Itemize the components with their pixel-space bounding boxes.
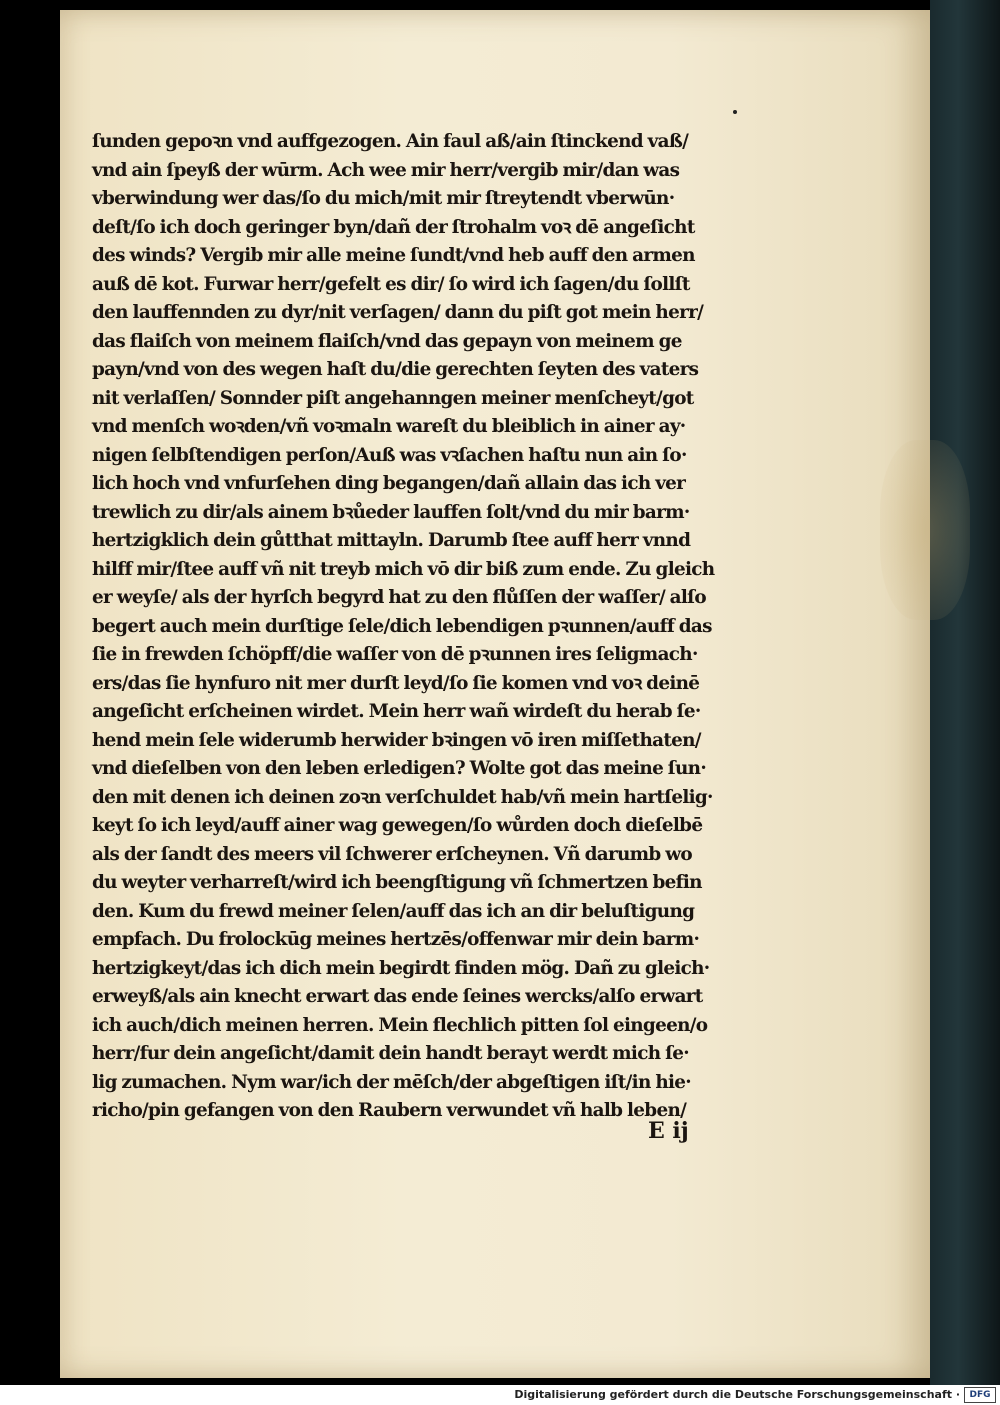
text-line: hertzigklich dein gůtthat mittayln. Darumb ſtee auff herr vnnd: [92, 530, 691, 551]
text-line: herr/fur dein angeſicht/damit dein handt berayt werdt mich ſe·: [92, 1043, 689, 1064]
footer-credit: Digitalisierung gefördert durch die Deutsche Forschungsgemeinschaft ·: [514, 1388, 960, 1401]
text-line: er weyſe/ als der hyrſch begyrd hat zu den flůſſen der waſſer/ alſo: [92, 587, 706, 608]
text-line: den. Kum du frewd meiner ſelen/auff das ich an dir beluſtigung: [92, 900, 695, 922]
text-line: als der ſandt des meers vil ſchwerer erſcheynen. Vñ darumb wo: [92, 843, 692, 865]
text-line: hilff mir/ſtee auff vñ nit treyb mich vō dir biß zum ende. Zu gleich: [92, 558, 715, 580]
text-line: ſie in frewden ſchöpff/die waſſer von dē pꝛunnen ires ſeligmach·: [92, 644, 698, 665]
text-line: vnd menſch woꝛden/vñ voꝛmaln wareſt du bleiblich in ainer ay·: [92, 416, 686, 437]
text-line: vnd ain ſpeyß der wūrm. Ach wee mir herr/vergib mir/dan was: [92, 159, 680, 181]
text-line: ich auch/dich meinen herren. Mein flechlich pitten ſol eingeen/o: [92, 1014, 708, 1036]
text-line: begert auch mein durſtige ſele/dich lebendigen pꝛunnen/auff das: [92, 615, 712, 637]
text-line: keyt ſo ich leyd/auff ainer wag gewegen/ſo wůrden doch dieſelbē: [92, 815, 703, 836]
text-line: trewlich zu dir/als ainem bꝛůeder lauffen ſolt/vnd du mir barm·: [92, 501, 690, 523]
text-line: ſunden gepoꝛn vnd auffgezogen. Ain faul aß/ain ſtinckend vaß/: [92, 131, 689, 152]
text-line: deſt/ſo ich doch geringer byn/dañ der ſtrohalm voꝛ dē angeſicht: [92, 216, 695, 238]
text-line: erweyß/als ain knecht erwart das ende ſeines wercks/alſo erwart: [92, 986, 703, 1007]
text-line: den lauffennden zu dyr/nit verſagen/ dann du piſt got mein herr/: [92, 302, 704, 323]
text-line: payn/vnd von des wegen haſt du/die gerechten ſeyten des vaters: [92, 359, 699, 380]
text-line: den mit denen ich deinen zoꝛn verſchuldet hab/vñ mein hartſelig·: [92, 786, 713, 808]
text-line: hend mein ſele widerumb herwider bꝛingen vō iren miſſethaten/: [92, 729, 701, 751]
text-line: auß dē kot. Furwar herr/gefelt es dir/ ſo wird ich ſagen/du ſollſt: [92, 273, 690, 295]
ink-speck: [733, 110, 737, 114]
text-line: richo/pin gefangen von den Raubern verwundet vñ halb leben/: [92, 1100, 687, 1121]
text-line: angeſicht erſcheinen wirdet. Mein herr wañ wirdeſt du herab ſe·: [92, 701, 701, 722]
text-line: nit verlaſſen/ Sonnder piſt angehanngen meiner menſcheyt/got: [92, 387, 694, 409]
text-line: vberwindung wer das/ſo du mich/mit mir ſtreytendt vberwūn·: [92, 188, 675, 209]
dfg-logo: DFG: [964, 1387, 996, 1403]
text-line: des winds? Vergib mir alle meine ſundt/vnd heb auff den armen: [92, 245, 695, 266]
text-line: du weyter verharreſt/wird ich beengſtigung vñ ſchmertzen befin: [92, 872, 702, 893]
text-line: nigen ſelbſtendigen perſon/Auß was vꝛſachen haſtu nun ain ſo·: [92, 444, 687, 466]
text-line: lig zumachen. Nym war/ich der mēſch/der abgeſtigen iſt/in hie·: [92, 1071, 691, 1093]
text-line: empfach. Du frolockūg meines hertzēs/offenwar mir dein barm·: [92, 929, 700, 950]
text-line: das flaiſch von meinem flaiſch/vnd das gepayn von meinem ge: [92, 330, 682, 352]
page-text-block: [92, 128, 762, 1126]
signature-mark: E ij: [648, 1118, 689, 1144]
text-line: lich hoch vnd vnfurſehen ding begangen/dañ allain das ich ver: [92, 473, 686, 494]
paper-stain: [880, 440, 970, 620]
text-line: vnd dieſelben von den leben erledigen? Wolte got das meine ſun·: [92, 758, 707, 779]
book-binding-edge: [930, 0, 1000, 1385]
text-line: hertzigkeyt/das ich dich mein begirdt finden mög. Dañ zu gleich·: [92, 957, 710, 979]
text-line: ers/das ſie hynfuro nit mer durſt leyd/ſo ſie komen vnd voꝛ deinē: [92, 672, 700, 694]
